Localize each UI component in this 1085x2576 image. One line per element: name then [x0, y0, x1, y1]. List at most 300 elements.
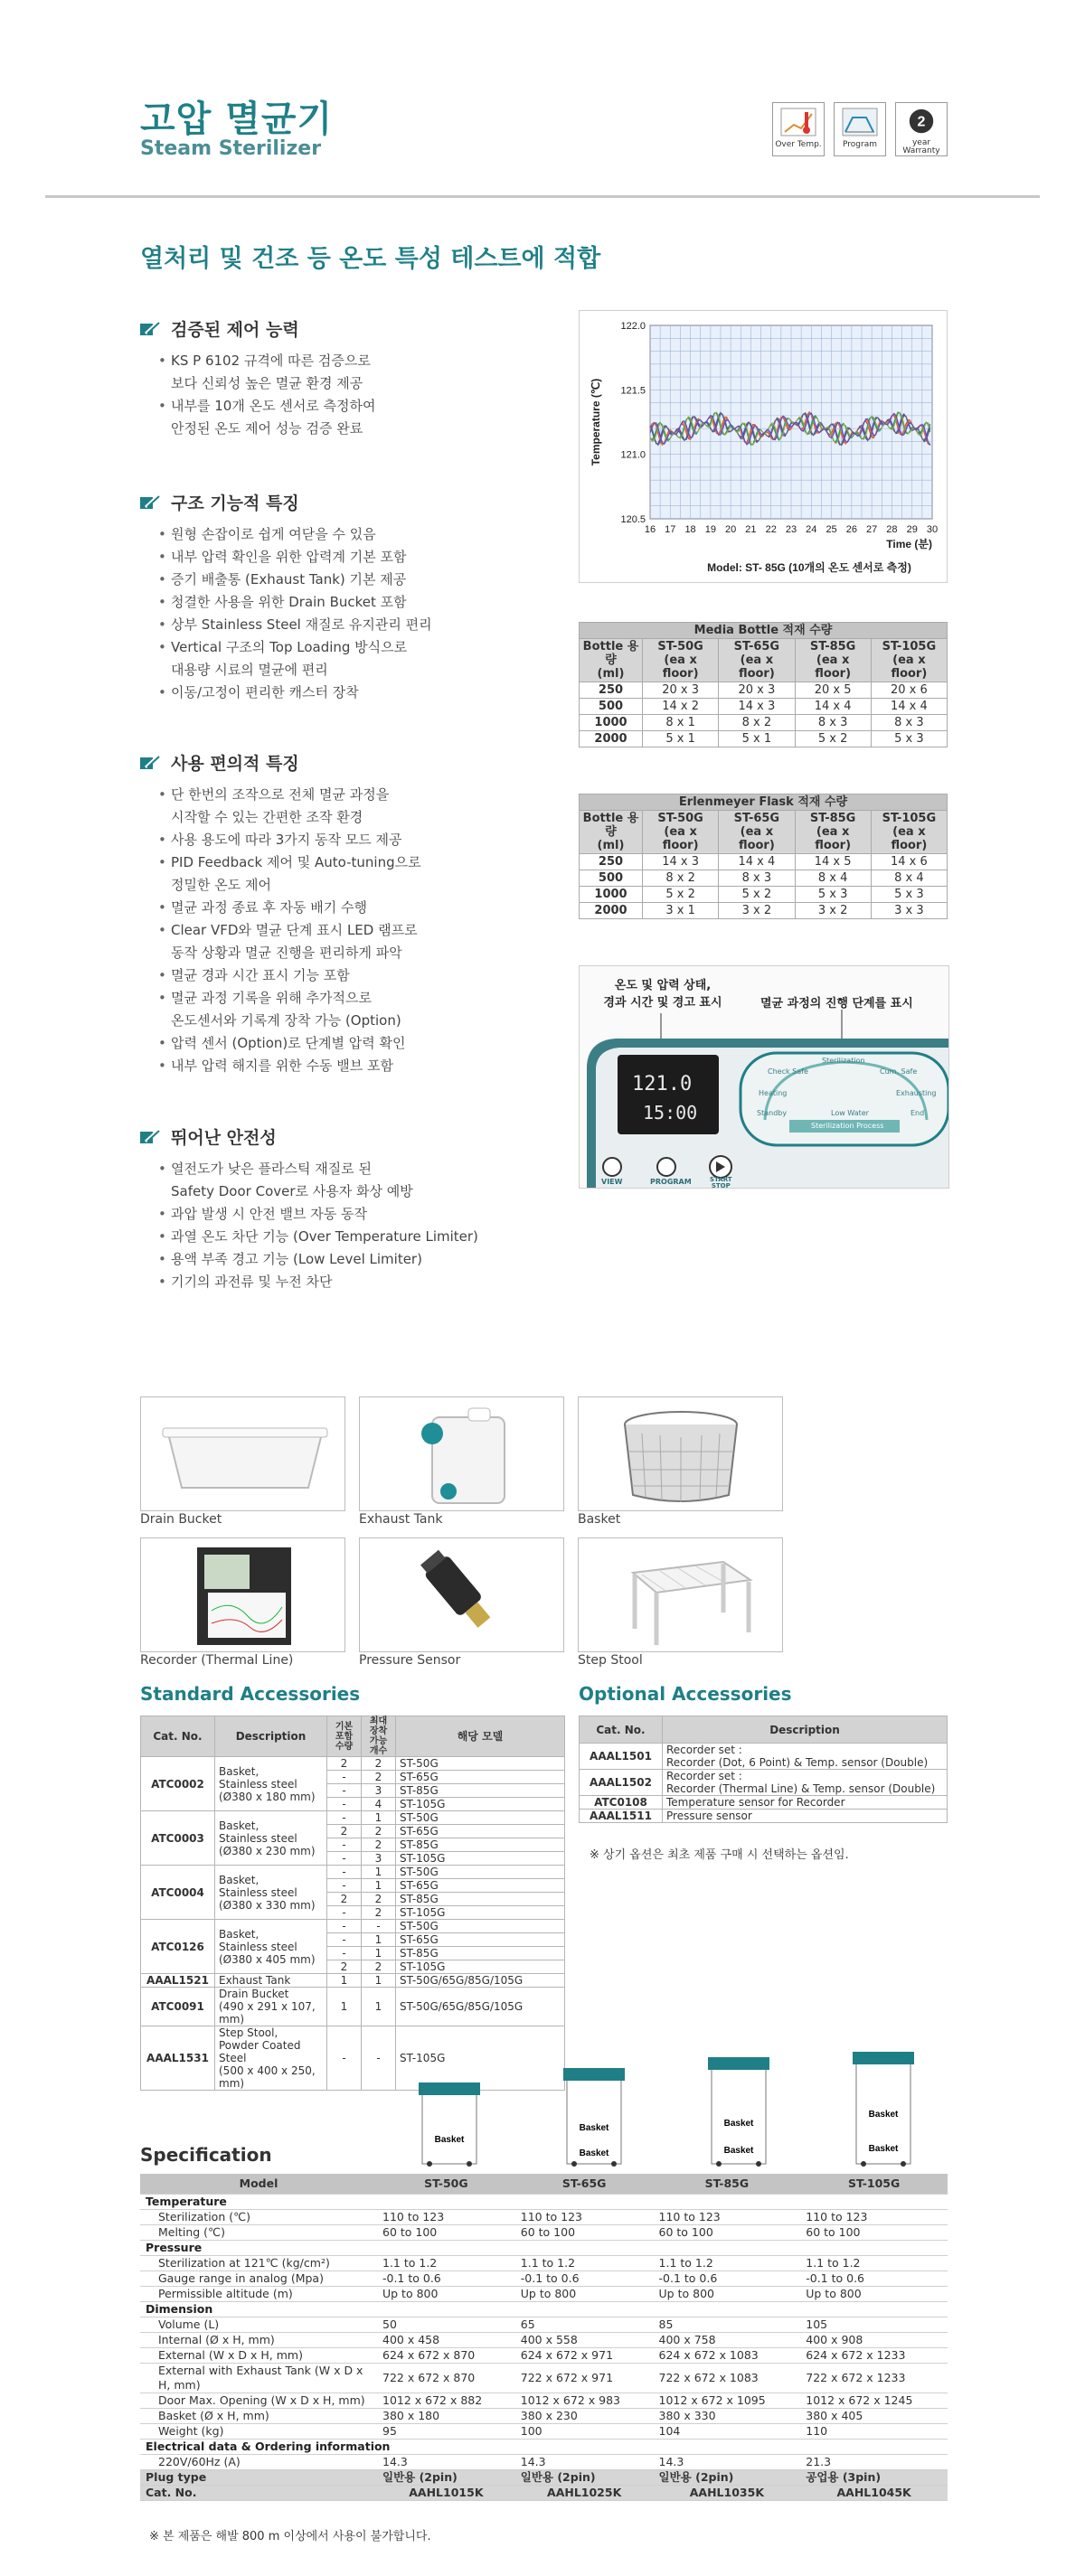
spec-group-label: Pressure — [140, 2240, 948, 2255]
cat-no-cell: AAAL1501 — [580, 1744, 663, 1770]
spec-value: 400 x 758 — [654, 2332, 801, 2347]
quantity-cell: 2 — [327, 1960, 362, 1974]
column-header: Model — [140, 2174, 377, 2194]
quantity-cell: - — [327, 1933, 362, 1947]
spec-value: 60 to 100 — [515, 2224, 654, 2240]
model-cell: ST-85G — [396, 1784, 565, 1798]
section-heading: 구조 기능적 특징 — [140, 490, 574, 514]
spec-group-label: Dimension — [140, 2301, 948, 2317]
spec-label: Melting (℃) — [140, 2224, 377, 2240]
model-cell: ST-105G — [396, 1852, 565, 1866]
table-cell: 14 x 5 — [795, 854, 871, 870]
section-heading: 검증된 제어 능력 — [140, 316, 574, 341]
x-tick-label: 19 — [704, 524, 716, 535]
feature-list — [140, 1158, 574, 1293]
model-cell: ST-65G — [396, 1771, 565, 1784]
quantity-cell: 1 — [362, 1974, 396, 1988]
column-header: ST-105G — [800, 2174, 948, 2194]
table-cell: 5 x 3 — [871, 731, 947, 747]
spec-value: 일반용 (2pin) — [654, 2469, 801, 2485]
feature-item: • PID Feedback 제어 및 Auto-tuning으로 정밀한 온도 제어 — [158, 851, 574, 897]
spec-value: 일반용 (2pin) — [515, 2469, 654, 2485]
feature-item: • 내부를 10개 온도 센서로 측정하여 안정된 온도 제어 성능 검증 완료 — [158, 395, 574, 440]
section-bullet-icon — [140, 755, 160, 771]
table-cell: 20 x 6 — [871, 682, 947, 699]
quantity-cell: 1 — [362, 1933, 396, 1947]
section-safety — [140, 1124, 574, 1293]
description-cell: Basket, Stainless steel (Ø380 x 230 mm) — [215, 1811, 327, 1866]
model-cell: ST-105G — [396, 2026, 565, 2091]
chart-caption: Model: ST- 85G (10개의 온도 센서로 측정) — [707, 561, 911, 574]
spec-value: 110 to 123 — [654, 2209, 801, 2224]
spec-plug-row — [140, 2469, 948, 2485]
feature-item: • 압력 센서 (Option)로 단계별 압력 확인 — [158, 1032, 574, 1055]
specification-title: Specification — [140, 2144, 272, 2166]
table-row — [580, 731, 948, 747]
spec-value: 104 — [654, 2423, 801, 2439]
spec-row — [140, 2317, 948, 2332]
model-cell: ST-50G — [396, 1757, 565, 1771]
quantity-cell: 2 — [362, 1906, 396, 1920]
cat-no-cell: AAAL1511 — [580, 1810, 663, 1823]
quantity-cell: - — [327, 1784, 362, 1798]
spec-row — [140, 2255, 948, 2270]
row-header: 1000 — [580, 715, 643, 731]
quantity-cell: - — [327, 1811, 362, 1825]
quantity-cell: - — [362, 1920, 396, 1933]
table-cell: 3 x 1 — [643, 903, 719, 919]
description-cell: Basket, Stainless steel (Ø380 x 405 mm) — [215, 1920, 327, 1974]
column-header: Description — [663, 1716, 948, 1744]
basket-label: Basket — [868, 2144, 899, 2154]
table-cell: 5 x 1 — [643, 731, 719, 747]
basket-label: Basket — [579, 2123, 609, 2133]
row-header: 250 — [580, 682, 643, 699]
table-cell: 20 x 5 — [795, 682, 871, 699]
spec-value: 14.3 — [515, 2454, 654, 2469]
spec-value: 722 x 672 x 870 — [377, 2363, 515, 2393]
table-cell: 3 x 3 — [871, 903, 947, 919]
spec-value: 60 to 100 — [800, 2224, 948, 2240]
spec-value: 50 — [377, 2317, 515, 2332]
quantity-cell: 2 — [362, 1825, 396, 1838]
spec-group-row — [140, 2194, 948, 2209]
spec-row — [140, 2408, 948, 2423]
accessory-label: Basket — [578, 1512, 621, 1527]
model-cell: ST-105G — [396, 1960, 565, 1974]
spec-row — [140, 2332, 948, 2347]
specification-note: ※ 본 제품은 해발 800 m 이상에서 사용이 불가합니다. — [149, 2530, 431, 2543]
spec-label: External with Exhaust Tank (W x D x H, mm) — [140, 2363, 377, 2393]
table-row — [580, 1770, 948, 1796]
quantity-cell: - — [327, 1947, 362, 1960]
x-tick-label: 21 — [745, 524, 757, 535]
quantity-cell: 3 — [362, 1852, 396, 1866]
y-tick-label: 121.0 — [620, 449, 646, 461]
table-cell: 14 x 3 — [719, 699, 795, 715]
x-tick-label: 22 — [765, 524, 777, 535]
quantity-cell: - — [327, 1920, 362, 1933]
description-cell: Temperature sensor for Recorder — [663, 1796, 948, 1810]
table-cell: 3 x 2 — [719, 903, 795, 919]
quantity-cell: - — [327, 2026, 362, 2091]
feature-item: • Clear VFD와 멸균 단계 표시 LED 램프로 동작 상황과 멸균 진행을 편리하게 파악 — [158, 919, 574, 964]
table-row — [580, 903, 948, 919]
section-bullet-icon — [140, 1129, 160, 1145]
quantity-cell: 1 — [327, 1974, 362, 1988]
column-header: ST-85G (ea x floor) — [795, 639, 871, 682]
model-cell: ST-50G — [396, 1811, 565, 1825]
feature-item: • 기기의 과전류 및 누전 차단 — [158, 1271, 574, 1293]
spec-value: 60 to 100 — [377, 2224, 515, 2240]
spec-value: Up to 800 — [377, 2286, 515, 2301]
spec-group-row — [140, 2301, 948, 2317]
model-cell: ST-50G — [396, 1920, 565, 1933]
spec-row — [140, 2347, 948, 2363]
feature-item: • 내부 압력 확인을 위한 압력계 기본 포함 — [158, 546, 574, 569]
table-cell: 5 x 1 — [719, 731, 795, 747]
y-tick-label: 121.5 — [620, 385, 646, 397]
spec-value: 1012 x 672 x 1245 — [800, 2393, 948, 2408]
table-cell: 14 x 4 — [871, 699, 947, 715]
spec-value: 1012 x 672 x 983 — [515, 2393, 654, 2408]
spec-value: 60 to 100 — [654, 2224, 801, 2240]
spec-label: External (W x D x H, mm) — [140, 2347, 377, 2363]
quantity-cell: 1 — [362, 1879, 396, 1893]
quantity-cell: 2 — [362, 1838, 396, 1852]
spec-row — [140, 2363, 948, 2393]
table-cell: 14 x 2 — [643, 699, 719, 715]
model-cell: ST-85G — [396, 1893, 565, 1906]
display-time: 15:00 — [643, 1102, 698, 1123]
table-cell: 5 x 2 — [719, 887, 795, 903]
spec-value: 95 — [377, 2423, 515, 2439]
temperature-chart — [579, 310, 948, 583]
standard-accessories-title: Standard Accessories — [140, 1683, 361, 1705]
feature-item: • 사용 용도에 따라 3가지 동작 모드 제공 — [158, 829, 574, 851]
x-tick-label: 24 — [806, 524, 817, 535]
table-cell: 14 x 4 — [795, 699, 871, 715]
table-row — [141, 1988, 565, 2026]
description-cell: Exhaust Tank — [215, 1974, 327, 1988]
quantity-cell: - — [327, 1866, 362, 1879]
x-tick-label: 29 — [906, 524, 918, 535]
basket-label: Basket — [579, 2148, 609, 2158]
x-tick-label: 20 — [725, 524, 737, 535]
optional-accessories-title: Optional Accessories — [579, 1683, 792, 1705]
column-header: 해당 모델 — [396, 1716, 565, 1757]
quantity-cell: 1 — [362, 1988, 396, 2026]
column-header: 기본 포함 수량 — [327, 1716, 362, 1757]
spec-label: 220V/60Hz (A) — [140, 2454, 377, 2469]
control-panel-figure — [579, 965, 949, 1189]
spec-value: 624 x 672 x 1083 — [654, 2347, 801, 2363]
table-cell: 14 x 3 — [643, 854, 719, 870]
column-header: ST-65G (ea x floor) — [719, 639, 795, 682]
spec-value: -0.1 to 0.6 — [800, 2270, 948, 2286]
model-cell: ST-85G — [396, 1947, 565, 1960]
quantity-cell: - — [327, 1906, 362, 1920]
table-row — [580, 699, 948, 715]
quantity-cell: 4 — [362, 1798, 396, 1811]
basket-label: Basket — [868, 2110, 899, 2120]
spec-value: 380 x 405 — [800, 2408, 948, 2423]
table-row — [580, 870, 948, 887]
cat-no-cell: ATC0004 — [141, 1866, 215, 1920]
badge-label: Over Temp. — [775, 140, 822, 149]
table-cell: 8 x 4 — [795, 870, 871, 887]
y-tick-label: 122.0 — [620, 321, 646, 332]
description-cell: Step Stool, Powder Coated Steel (500 x 400 x 250, mm) — [215, 2026, 327, 2091]
feature-item: • 과열 온도 차단 기능 (Over Temperature Limiter) — [158, 1226, 574, 1248]
section-usability — [140, 750, 574, 1077]
feature-item: • 청결한 사용을 위한 Drain Bucket 포함 — [158, 591, 574, 614]
spec-row — [140, 2270, 948, 2286]
accessory-label: Pressure Sensor — [359, 1653, 461, 1668]
display-temperature: 121.0 — [632, 1073, 693, 1095]
column-header: Bottle 용량 (ml) — [580, 811, 643, 854]
spec-value: 380 x 180 — [377, 2408, 515, 2423]
optional-note: ※ 상기 옵션은 최초 제품 구매 시 선택하는 옵션임. — [590, 1848, 849, 1862]
spec-value: AAHL1045K — [800, 2485, 948, 2500]
spec-row — [140, 2393, 948, 2408]
step-label: Standby — [757, 1109, 788, 1117]
feature-item: • 원형 손잡이로 쉽게 여닫을 수 있음 — [158, 523, 574, 546]
spec-group-label: Electrical data & Ordering information — [140, 2439, 948, 2454]
quantity-cell: 2 — [362, 1757, 396, 1771]
spec-group-label: Temperature — [140, 2194, 948, 2209]
spec-row — [140, 2454, 948, 2469]
warranty-number: 2 — [917, 113, 926, 130]
section-structure — [140, 490, 574, 704]
quantity-cell: 3 — [362, 1784, 396, 1798]
x-tick-label: 28 — [886, 524, 898, 535]
feature-item: • 상부 Stainless Steel 재질로 유지관리 편리 — [158, 614, 574, 636]
product-st-65g — [563, 2068, 625, 2167]
spec-value: 1.1 to 1.2 — [800, 2255, 948, 2270]
accessory-label: Recorder (Thermal Line) — [140, 1653, 294, 1668]
column-header: ST-105G (ea x floor) — [871, 639, 947, 682]
badge-label: Program — [843, 140, 877, 149]
table-cell: 8 x 3 — [795, 715, 871, 731]
process-label: Sterilization Process — [811, 1122, 884, 1130]
specification-table — [140, 2174, 948, 2501]
quantity-cell: - — [327, 1852, 362, 1866]
step-label: Sterilization — [822, 1057, 865, 1065]
callout-process: 멸균 과정의 진행 단계를 표시 — [760, 997, 913, 1011]
spec-value: 21.3 — [800, 2454, 948, 2469]
warranty-badge — [895, 102, 948, 156]
spec-value: 85 — [654, 2317, 801, 2332]
x-tick-label: 30 — [926, 524, 939, 535]
program-badge — [834, 102, 886, 156]
column-header: 최대 장착 가능 개수 — [362, 1716, 396, 1757]
spec-value: 일반용 (2pin) — [377, 2469, 515, 2485]
table-cell: 3 x 2 — [795, 903, 871, 919]
spec-label: Door Max. Opening (W x D x H, mm) — [140, 2393, 377, 2408]
media-bottle-table — [579, 622, 948, 747]
x-axis-label: Time (분) — [886, 538, 932, 550]
row-header: 2000 — [580, 903, 643, 919]
row-header: 1000 — [580, 887, 643, 903]
spec-value: AAHL1015K — [377, 2485, 515, 2500]
quantity-cell: 1 — [362, 1811, 396, 1825]
basket-image — [578, 1396, 783, 1511]
feature-item: • 열전도가 낮은 플라스틱 재질로 된 Safety Door Cover로 사용자 화상 예방 — [158, 1158, 574, 1203]
quantity-cell: 1 — [362, 1947, 396, 1960]
spec-value: -0.1 to 0.6 — [515, 2270, 654, 2286]
cat-no-cell: AAAL1521 — [141, 1974, 215, 1988]
table-cell: 20 x 3 — [719, 682, 795, 699]
x-tick-label: 25 — [826, 524, 837, 535]
feature-item: • 증기 배출통 (Exhaust Tank) 기본 제공 — [158, 569, 574, 591]
spec-label: Plug type — [140, 2469, 377, 2485]
feature-badges — [772, 102, 948, 156]
table-cell: 5 x 3 — [795, 887, 871, 903]
x-tick-label: 23 — [785, 524, 797, 535]
spec-value: 624 x 672 x 870 — [377, 2347, 515, 2363]
spec-value: 1.1 to 1.2 — [515, 2255, 654, 2270]
cat-no-cell: AAAL1502 — [580, 1770, 663, 1796]
quantity-cell: - — [327, 1771, 362, 1784]
quantity-cell: 2 — [362, 1771, 396, 1784]
step-label: Check Safe — [768, 1067, 808, 1076]
table-cell: 8 x 3 — [871, 715, 947, 731]
description-cell: Basket, Stainless steel (Ø380 x 180 mm) — [215, 1757, 327, 1811]
page-title: 고압 멸균기 — [140, 99, 334, 140]
thermometer-icon — [779, 107, 817, 139]
over-temp-badge — [772, 102, 825, 156]
program-curve-icon — [841, 107, 879, 139]
section-heading: 사용 편의적 특징 — [140, 750, 574, 775]
spec-catno-row — [140, 2485, 948, 2500]
table-cell: 8 x 2 — [643, 870, 719, 887]
spec-value: 100 — [515, 2423, 654, 2439]
y-tick-label: 120.5 — [620, 514, 646, 525]
spec-value: 400 x 558 — [515, 2332, 654, 2347]
spec-row — [140, 2423, 948, 2439]
feature-item: • Vertical 구조의 Top Loading 방식으로 대용량 시료의 멸균에 편리 — [158, 636, 574, 682]
spec-value: 110 — [800, 2423, 948, 2439]
spec-value: Up to 800 — [515, 2286, 654, 2301]
x-tick-label: 18 — [684, 524, 696, 535]
column-header: Description — [215, 1716, 327, 1757]
spec-value: 380 x 330 — [654, 2408, 801, 2423]
table-cell: 8 x 3 — [719, 870, 795, 887]
spec-value: Up to 800 — [654, 2286, 801, 2301]
model-cell: ST-105G — [396, 1798, 565, 1811]
column-header: ST-65G — [515, 2174, 654, 2194]
column-header: ST-105G (ea x floor) — [871, 811, 947, 854]
spec-value: 110 to 123 — [800, 2209, 948, 2224]
start-stop-button-label: START STOP — [710, 1176, 732, 1189]
callout-display: 온도 및 압력 상태, 경과 시간 및 경고 표시 — [603, 979, 722, 1010]
column-header: ST-50G (ea x floor) — [643, 639, 719, 682]
y-axis-label: Temperature (℃) — [590, 378, 602, 466]
table-row — [141, 1811, 565, 1825]
optional-accessories-table — [579, 1716, 948, 1823]
column-header: ST-50G (ea x floor) — [643, 811, 719, 854]
spec-value: 14.3 — [377, 2454, 515, 2469]
table-title: Media Bottle 적재 수량 — [580, 623, 948, 639]
exhaust-tank-image — [359, 1396, 564, 1511]
row-header: 250 — [580, 854, 643, 870]
spec-value: 400 x 458 — [377, 2332, 515, 2347]
step-label: Heating — [759, 1089, 788, 1097]
model-cell: ST-105G — [396, 1906, 565, 1920]
basket-label: Basket — [723, 2146, 754, 2156]
view-button-label: VIEW — [601, 1178, 623, 1186]
quantity-cell: 2 — [327, 1893, 362, 1906]
feature-list — [140, 784, 574, 1077]
spec-row — [140, 2209, 948, 2224]
flask-table — [579, 794, 948, 919]
quantity-cell: - — [362, 2026, 396, 2091]
spec-value: AAHL1025K — [515, 2485, 654, 2500]
feature-item: • 단 한번의 조작으로 전체 멸균 과정을 시작할 수 있는 간편한 조작 환경 — [158, 784, 574, 829]
headline: 열처리 및 건조 등 온도 특성 테스트에 적합 — [140, 245, 601, 273]
spec-value: -0.1 to 0.6 — [377, 2270, 515, 2286]
spec-value: 1012 x 672 x 1095 — [654, 2393, 801, 2408]
cat-no-cell: ATC0091 — [141, 1988, 215, 2026]
x-tick-label: 16 — [644, 524, 656, 535]
spec-label: Sterilization (℃) — [140, 2209, 377, 2224]
spec-value: 722 x 672 x 971 — [515, 2363, 654, 2393]
x-tick-label: 27 — [866, 524, 878, 535]
quantity-cell: - — [327, 1838, 362, 1852]
table-cell: 14 x 4 — [719, 854, 795, 870]
table-row — [580, 1796, 948, 1810]
section-heading: 뛰어난 안전성 — [140, 1124, 574, 1149]
model-cell: ST-50G — [396, 1866, 565, 1879]
spec-label: Volume (L) — [140, 2317, 377, 2332]
feature-list — [140, 350, 574, 440]
table-row — [580, 1744, 948, 1770]
quantity-cell: - — [327, 1798, 362, 1811]
feature-list — [140, 523, 574, 704]
section-control — [140, 316, 574, 440]
x-tick-label: 26 — [845, 524, 857, 535]
table-cell: 8 x 2 — [719, 715, 795, 731]
accessory-label: Drain Bucket — [140, 1512, 222, 1527]
model-cell: ST-65G — [396, 1879, 565, 1893]
spec-label: Weight (kg) — [140, 2423, 377, 2439]
table-cell: 5 x 3 — [871, 887, 947, 903]
product-st-85g — [708, 2057, 769, 2167]
table-row — [580, 887, 948, 903]
basket-label: Basket — [723, 2119, 754, 2129]
column-header: Cat. No. — [141, 1716, 215, 1757]
spec-group-row — [140, 2439, 948, 2454]
section-bullet-icon — [140, 494, 160, 511]
spec-label: Cat. No. — [140, 2485, 377, 2500]
spec-value: 722 x 672 x 1233 — [800, 2363, 948, 2393]
warranty-2-icon — [902, 107, 940, 137]
drain-bucket-image — [140, 1396, 345, 1511]
pressure-sensor-image — [359, 1537, 564, 1652]
column-header: ST-85G — [654, 2174, 801, 2194]
product-st-105g — [853, 2052, 914, 2167]
model-cell: ST-85G — [396, 1838, 565, 1852]
model-cell: ST-65G — [396, 1933, 565, 1947]
table-cell: 8 x 4 — [871, 870, 947, 887]
accessory-label: Step Stool — [578, 1653, 643, 1668]
row-header: 500 — [580, 870, 643, 887]
table-row — [580, 682, 948, 699]
spec-label: Basket (Ø x H, mm) — [140, 2408, 377, 2423]
section-bullet-icon — [140, 321, 160, 337]
cat-no-cell: ATC0003 — [141, 1811, 215, 1866]
